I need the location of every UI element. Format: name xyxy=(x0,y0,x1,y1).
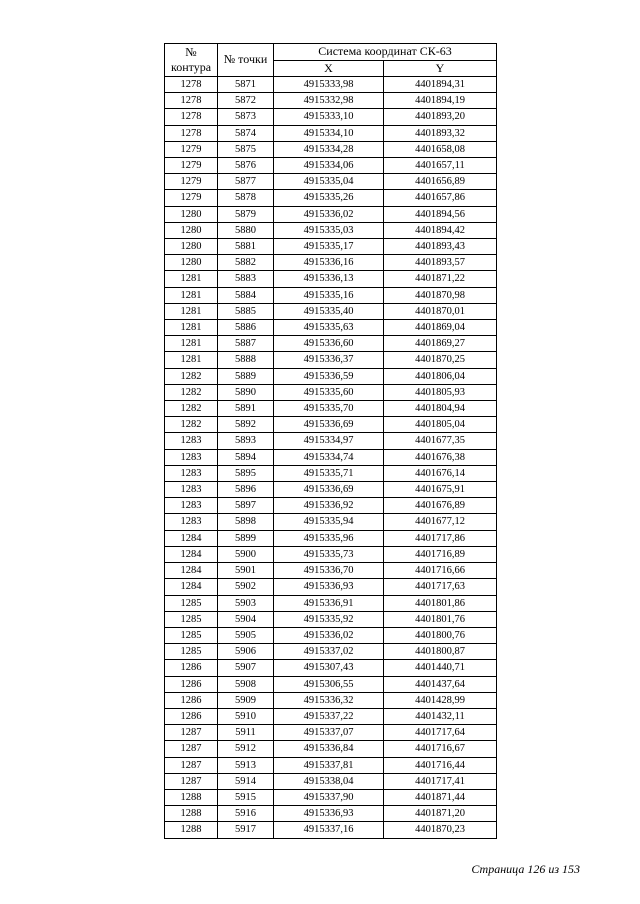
cell-y: 4401893,20 xyxy=(384,109,497,125)
table-row xyxy=(165,93,497,109)
cell-y: 4401657,86 xyxy=(384,190,497,206)
cell-x: 4915335,40 xyxy=(274,303,384,319)
cell-point: 5889 xyxy=(218,368,274,384)
table-row xyxy=(165,465,497,481)
cell-contour: 1288 xyxy=(165,789,218,805)
cell-y: 4401894,31 xyxy=(384,77,497,93)
cell-y: 4401893,57 xyxy=(384,255,497,271)
cell-point: 5895 xyxy=(218,465,274,481)
table-row xyxy=(165,433,497,449)
cell-x: 4915337,90 xyxy=(274,789,384,805)
table-row xyxy=(165,384,497,400)
cell-x: 4915335,16 xyxy=(274,287,384,303)
cell-x: 4915336,93 xyxy=(274,579,384,595)
table-row xyxy=(165,676,497,692)
cell-point: 5917 xyxy=(218,822,274,838)
cell-x: 4915333,98 xyxy=(274,77,384,93)
cell-x: 4915334,28 xyxy=(274,141,384,157)
cell-y: 4401676,89 xyxy=(384,498,497,514)
cell-point: 5885 xyxy=(218,303,274,319)
cell-point: 5880 xyxy=(218,222,274,238)
cell-x: 4915336,69 xyxy=(274,482,384,498)
header-contour xyxy=(165,44,218,77)
cell-y: 4401893,43 xyxy=(384,239,497,255)
cell-contour: 1285 xyxy=(165,627,218,643)
cell-y: 4401717,86 xyxy=(384,530,497,546)
cell-point: 5876 xyxy=(218,158,274,174)
table-body xyxy=(165,77,497,839)
cell-point: 5875 xyxy=(218,141,274,157)
table-row xyxy=(165,368,497,384)
cell-contour: 1281 xyxy=(165,287,218,303)
cell-point: 5902 xyxy=(218,579,274,595)
table-row xyxy=(165,660,497,676)
cell-y: 4401800,76 xyxy=(384,627,497,643)
cell-x: 4915337,16 xyxy=(274,822,384,838)
cell-contour: 1286 xyxy=(165,676,218,692)
table-row xyxy=(165,206,497,222)
page-number: Страница 126 из 153 xyxy=(471,862,580,876)
table-row xyxy=(165,514,497,530)
cell-point: 5910 xyxy=(218,708,274,724)
cell-x: 4915336,70 xyxy=(274,563,384,579)
cell-x: 4915337,22 xyxy=(274,708,384,724)
cell-y: 4401717,64 xyxy=(384,725,497,741)
table-row xyxy=(165,692,497,708)
cell-x: 4915337,81 xyxy=(274,757,384,773)
cell-contour: 1280 xyxy=(165,239,218,255)
table-row xyxy=(165,579,497,595)
cell-x: 4915335,04 xyxy=(274,174,384,190)
cell-contour: 1281 xyxy=(165,336,218,352)
cell-x: 4915337,07 xyxy=(274,725,384,741)
cell-point: 5898 xyxy=(218,514,274,530)
cell-contour: 1279 xyxy=(165,141,218,157)
cell-point: 5914 xyxy=(218,773,274,789)
table-row xyxy=(165,417,497,433)
table-row xyxy=(165,449,497,465)
cell-contour: 1283 xyxy=(165,514,218,530)
cell-point: 5872 xyxy=(218,93,274,109)
cell-contour: 1286 xyxy=(165,708,218,724)
cell-y: 4401801,86 xyxy=(384,595,497,611)
table-row xyxy=(165,789,497,805)
cell-contour: 1283 xyxy=(165,498,218,514)
cell-point: 5871 xyxy=(218,77,274,93)
cell-point: 5884 xyxy=(218,287,274,303)
table-row xyxy=(165,336,497,352)
cell-y: 4401806,04 xyxy=(384,368,497,384)
cell-y: 4401870,01 xyxy=(384,303,497,319)
cell-x: 4915335,60 xyxy=(274,384,384,400)
cell-x: 4915333,10 xyxy=(274,109,384,125)
cell-x: 4915338,04 xyxy=(274,773,384,789)
cell-y: 4401894,56 xyxy=(384,206,497,222)
cell-x: 4915334,10 xyxy=(274,125,384,141)
cell-x: 4915335,26 xyxy=(274,190,384,206)
cell-point: 5887 xyxy=(218,336,274,352)
cell-contour: 1283 xyxy=(165,482,218,498)
cell-x: 4915336,13 xyxy=(274,271,384,287)
cell-x: 4915336,91 xyxy=(274,595,384,611)
cell-contour: 1279 xyxy=(165,158,218,174)
cell-contour: 1288 xyxy=(165,822,218,838)
header-point: № точки xyxy=(218,44,274,77)
table-row xyxy=(165,320,497,336)
cell-point: 5904 xyxy=(218,611,274,627)
cell-x: 4915336,84 xyxy=(274,741,384,757)
cell-y: 4401716,44 xyxy=(384,757,497,773)
cell-contour: 1280 xyxy=(165,206,218,222)
cell-x: 4915336,02 xyxy=(274,206,384,222)
cell-contour: 1282 xyxy=(165,368,218,384)
table-row xyxy=(165,482,497,498)
header-x: X xyxy=(274,60,384,77)
cell-y: 4401871,20 xyxy=(384,806,497,822)
table-row xyxy=(165,287,497,303)
cell-contour: 1281 xyxy=(165,303,218,319)
cell-point: 5892 xyxy=(218,417,274,433)
cell-y: 4401870,23 xyxy=(384,822,497,838)
table-row xyxy=(165,109,497,125)
cell-contour: 1287 xyxy=(165,757,218,773)
table-row xyxy=(165,255,497,271)
cell-contour: 1286 xyxy=(165,660,218,676)
table-row xyxy=(165,611,497,627)
cell-point: 5903 xyxy=(218,595,274,611)
cell-contour: 1278 xyxy=(165,125,218,141)
cell-contour: 1282 xyxy=(165,417,218,433)
cell-contour: 1281 xyxy=(165,352,218,368)
cell-point: 5909 xyxy=(218,692,274,708)
cell-contour: 1280 xyxy=(165,255,218,271)
cell-x: 4915336,02 xyxy=(274,627,384,643)
cell-contour: 1283 xyxy=(165,449,218,465)
cell-x: 4915336,59 xyxy=(274,368,384,384)
table-header xyxy=(165,44,497,77)
cell-y: 4401893,32 xyxy=(384,125,497,141)
cell-y: 4401657,11 xyxy=(384,158,497,174)
header-coordinate-system: Система координат СК-63 xyxy=(274,44,497,61)
table-row xyxy=(165,222,497,238)
cell-point: 5891 xyxy=(218,401,274,417)
table-row xyxy=(165,125,497,141)
cell-y: 4401870,98 xyxy=(384,287,497,303)
table-row xyxy=(165,563,497,579)
cell-y: 4401800,87 xyxy=(384,644,497,660)
header-y: Y xyxy=(384,60,497,77)
header-contour-line1: № xyxy=(185,44,197,59)
cell-y: 4401894,19 xyxy=(384,93,497,109)
cell-point: 5912 xyxy=(218,741,274,757)
cell-x: 4915334,97 xyxy=(274,433,384,449)
cell-y: 4401716,66 xyxy=(384,563,497,579)
cell-contour: 1278 xyxy=(165,93,218,109)
cell-x: 4915336,37 xyxy=(274,352,384,368)
cell-point: 5883 xyxy=(218,271,274,287)
coordinates-table xyxy=(164,43,497,839)
table-row xyxy=(165,530,497,546)
cell-point: 5896 xyxy=(218,482,274,498)
cell-point: 5911 xyxy=(218,725,274,741)
cell-point: 5916 xyxy=(218,806,274,822)
cell-y: 4401675,91 xyxy=(384,482,497,498)
cell-x: 4915335,03 xyxy=(274,222,384,238)
cell-contour: 1284 xyxy=(165,530,218,546)
cell-point: 5882 xyxy=(218,255,274,271)
cell-point: 5899 xyxy=(218,530,274,546)
cell-contour: 1284 xyxy=(165,546,218,562)
cell-contour: 1279 xyxy=(165,190,218,206)
cell-y: 4401717,41 xyxy=(384,773,497,789)
cell-contour: 1284 xyxy=(165,579,218,595)
cell-y: 4401871,44 xyxy=(384,789,497,805)
cell-y: 4401869,04 xyxy=(384,320,497,336)
cell-contour: 1278 xyxy=(165,109,218,125)
cell-point: 5913 xyxy=(218,757,274,773)
cell-point: 5874 xyxy=(218,125,274,141)
cell-y: 4401676,38 xyxy=(384,449,497,465)
cell-y: 4401428,99 xyxy=(384,692,497,708)
cell-y: 4401894,42 xyxy=(384,222,497,238)
cell-x: 4915335,92 xyxy=(274,611,384,627)
cell-contour: 1283 xyxy=(165,465,218,481)
cell-contour: 1278 xyxy=(165,77,218,93)
table-row xyxy=(165,498,497,514)
table-row xyxy=(165,773,497,789)
cell-point: 5907 xyxy=(218,660,274,676)
cell-x: 4915306,55 xyxy=(274,676,384,692)
cell-point: 5908 xyxy=(218,676,274,692)
cell-point: 5879 xyxy=(218,206,274,222)
table-row xyxy=(165,174,497,190)
table-row xyxy=(165,158,497,174)
cell-y: 4401869,27 xyxy=(384,336,497,352)
cell-contour: 1281 xyxy=(165,271,218,287)
cell-x: 4915332,98 xyxy=(274,93,384,109)
cell-contour: 1282 xyxy=(165,401,218,417)
cell-y: 4401716,89 xyxy=(384,546,497,562)
table-row xyxy=(165,190,497,206)
table-row xyxy=(165,401,497,417)
cell-x: 4915335,70 xyxy=(274,401,384,417)
cell-x: 4915336,16 xyxy=(274,255,384,271)
cell-x: 4915335,17 xyxy=(274,239,384,255)
cell-x: 4915337,02 xyxy=(274,644,384,660)
cell-point: 5905 xyxy=(218,627,274,643)
cell-y: 4401656,89 xyxy=(384,174,497,190)
cell-contour: 1281 xyxy=(165,320,218,336)
cell-point: 5906 xyxy=(218,644,274,660)
cell-contour: 1284 xyxy=(165,563,218,579)
cell-y: 4401658,08 xyxy=(384,141,497,157)
table-row xyxy=(165,806,497,822)
cell-contour: 1286 xyxy=(165,692,218,708)
cell-point: 5873 xyxy=(218,109,274,125)
cell-x: 4915335,63 xyxy=(274,320,384,336)
cell-y: 4401677,35 xyxy=(384,433,497,449)
cell-x: 4915307,43 xyxy=(274,660,384,676)
cell-contour: 1287 xyxy=(165,773,218,789)
cell-point: 5893 xyxy=(218,433,274,449)
table-row xyxy=(165,708,497,724)
cell-point: 5915 xyxy=(218,789,274,805)
table-row xyxy=(165,644,497,660)
cell-y: 4401870,25 xyxy=(384,352,497,368)
cell-contour: 1285 xyxy=(165,611,218,627)
cell-x: 4915335,73 xyxy=(274,546,384,562)
cell-contour: 1287 xyxy=(165,741,218,757)
cell-y: 4401440,71 xyxy=(384,660,497,676)
table-row xyxy=(165,595,497,611)
cell-x: 4915336,93 xyxy=(274,806,384,822)
cell-x: 4915335,71 xyxy=(274,465,384,481)
table-row xyxy=(165,822,497,838)
table-row xyxy=(165,239,497,255)
cell-point: 5888 xyxy=(218,352,274,368)
table-row xyxy=(165,757,497,773)
cell-contour: 1280 xyxy=(165,222,218,238)
cell-y: 4401804,94 xyxy=(384,401,497,417)
cell-contour: 1288 xyxy=(165,806,218,822)
cell-y: 4401677,12 xyxy=(384,514,497,530)
cell-y: 4401716,67 xyxy=(384,741,497,757)
cell-y: 4401676,14 xyxy=(384,465,497,481)
cell-point: 5886 xyxy=(218,320,274,336)
cell-y: 4401805,93 xyxy=(384,384,497,400)
table-row xyxy=(165,546,497,562)
table-row xyxy=(165,352,497,368)
table-row xyxy=(165,141,497,157)
table-row xyxy=(165,627,497,643)
cell-x: 4915334,06 xyxy=(274,158,384,174)
cell-point: 5890 xyxy=(218,384,274,400)
cell-x: 4915334,74 xyxy=(274,449,384,465)
table-row xyxy=(165,271,497,287)
table-row xyxy=(165,725,497,741)
cell-contour: 1287 xyxy=(165,725,218,741)
cell-x: 4915335,94 xyxy=(274,514,384,530)
table-row xyxy=(165,741,497,757)
cell-contour: 1282 xyxy=(165,384,218,400)
cell-x: 4915336,69 xyxy=(274,417,384,433)
table-row xyxy=(165,77,497,93)
cell-x: 4915336,60 xyxy=(274,336,384,352)
cell-y: 4401432,11 xyxy=(384,708,497,724)
cell-y: 4401437,64 xyxy=(384,676,497,692)
cell-y: 4401871,22 xyxy=(384,271,497,287)
cell-contour: 1279 xyxy=(165,174,218,190)
cell-contour: 1285 xyxy=(165,644,218,660)
cell-contour: 1283 xyxy=(165,433,218,449)
cell-contour: 1285 xyxy=(165,595,218,611)
header-contour-line2: контура xyxy=(170,60,212,74)
cell-point: 5901 xyxy=(218,563,274,579)
cell-point: 5894 xyxy=(218,449,274,465)
table-row xyxy=(165,303,497,319)
cell-x: 4915335,96 xyxy=(274,530,384,546)
cell-point: 5897 xyxy=(218,498,274,514)
cell-point: 5878 xyxy=(218,190,274,206)
cell-y: 4401717,63 xyxy=(384,579,497,595)
cell-point: 5900 xyxy=(218,546,274,562)
cell-y: 4401805,04 xyxy=(384,417,497,433)
cell-point: 5881 xyxy=(218,239,274,255)
cell-x: 4915336,32 xyxy=(274,692,384,708)
cell-x: 4915336,92 xyxy=(274,498,384,514)
cell-point: 5877 xyxy=(218,174,274,190)
cell-y: 4401801,76 xyxy=(384,611,497,627)
